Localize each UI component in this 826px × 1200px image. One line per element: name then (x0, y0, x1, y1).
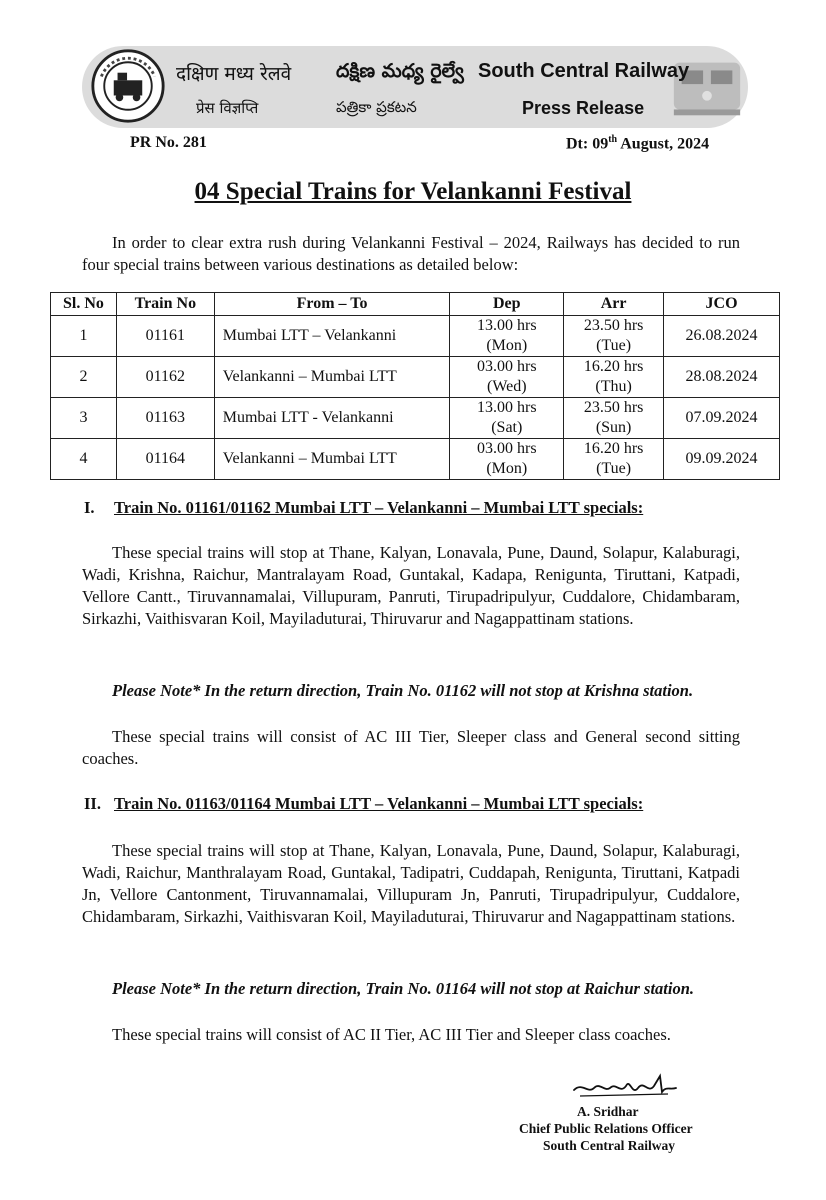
header-telugu-name: దక్షిణ మధ్య రైల్వే (336, 60, 464, 82)
signatory-designation: Chief Public Relations Officer (519, 1121, 693, 1136)
table-row (51, 398, 780, 439)
cell-jco: 07.09.2024 (664, 398, 780, 439)
page-title: 04 Special Trains for Velankanni Festival (194, 178, 632, 205)
col-header-jco: JCO (664, 293, 780, 316)
signatory-organization: South Central Railway (543, 1138, 676, 1153)
cell-train-no: 01163 (116, 398, 214, 439)
cell-arr: 23.50 hrs (Sun) (564, 398, 664, 439)
cell-sl-no: 2 (51, 357, 117, 398)
section-2-composition: These special trains will consist of AC II Tier, AC III Tier and Sleeper class coaches. (112, 1025, 671, 1044)
header-telugu-release: పత్రికా ప్రకటన (336, 98, 417, 116)
cell-route: Velankanni – Mumbai LTT (214, 357, 450, 398)
cell-train-no: 01164 (116, 439, 214, 480)
cell-sl-no: 3 (51, 398, 117, 439)
signatory-name: A. Sridhar (577, 1104, 639, 1119)
cell-route: Velankanni – Mumbai LTT (214, 439, 450, 480)
intro-paragraph: In order to clear extra rush during Velankanni Festival – 2024, Railways has decided to run four special trains between various destinations as detailed below: (82, 233, 740, 274)
section-2-stops: These special trains will stop at Thane, Kalyan, Lonavala, Pune, Daund, Solapur, Kalaburagi, Wadi, Raichur, Manthralayam Road, Guntakal, Tadipatri, Cuddapah, Renigunta, Tiruttani, Katpadi Jn, Vellore Cantonment, Tiruvannamalai, Villupuram Jn, Panruti, Tirupadripulyur, Cuddalore, Chidambaram, Sirkazhi, Vaithisvaran Koil, Mayiladuturai, Thiruvarur and Nagappattinam stations. (82, 841, 740, 926)
cell-dep: 13.00 hrs (Sat) (450, 398, 564, 439)
header-english-release: Press Release (522, 98, 645, 118)
section-2-heading: II. Train No. 01163/01164 Mumbai LTT – Velankanni – Mumbai LTT specials: (84, 794, 644, 813)
cell-jco: 28.08.2024 (664, 357, 780, 398)
col-header-sl-no: Sl. No (51, 293, 117, 316)
cell-train-no: 01162 (116, 357, 214, 398)
handwritten-signature-icon (570, 1068, 680, 1102)
cell-sl-no: 4 (51, 439, 117, 480)
cell-jco: 09.09.2024 (664, 439, 780, 480)
cell-arr: 16.20 hrs (Thu) (564, 357, 664, 398)
table-row (51, 357, 780, 398)
col-header-train-no: Train No (116, 293, 214, 316)
cell-dep: 13.00 hrs (Mon) (450, 316, 564, 357)
cell-route: Mumbai LTT - Velankanni (214, 398, 450, 439)
table-row (51, 439, 780, 480)
indian-railways-logo-icon (90, 48, 166, 124)
table-header-row (51, 293, 780, 316)
cell-route: Mumbai LTT – Velankanni (214, 316, 450, 357)
col-header-from-to: From – To (214, 293, 450, 316)
section-1-composition: These special trains will consist of AC III Tier, Sleeper class and General second sitting coaches. (82, 727, 740, 768)
section-2-note: Please Note* In the return direction, Train No. 01164 will not stop at Raichur station. (112, 979, 695, 998)
trains-table (50, 292, 780, 480)
section-1-heading: I. Train No. 01161/01162 Mumbai LTT – Velankanni – Mumbai LTT specials: (84, 498, 644, 517)
col-header-arr: Arr (564, 293, 664, 316)
table-row (51, 316, 780, 357)
cell-sl-no: 1 (51, 316, 117, 357)
cell-arr: 16.20 hrs (Tue) (564, 439, 664, 480)
pr-date: Dt: 09th August, 2024 (566, 134, 710, 153)
header-english-name: South Central Railway (478, 60, 690, 82)
cell-train-no: 01161 (116, 316, 214, 357)
cell-dep: 03.00 hrs (Wed) (450, 357, 564, 398)
cell-arr: 23.50 hrs (Tue) (564, 316, 664, 357)
pr-number: PR No. 281 (130, 134, 207, 151)
cell-dep: 03.00 hrs (Mon) (450, 439, 564, 480)
section-1-note: Please Note* In the return direction, Train No. 01162 will not stop at Krishna station. (112, 681, 694, 700)
header-hindi-name: दक्षिण मध्य रेलवे (176, 63, 292, 85)
header-hindi-release: प्रेस विज्ञप्ति (196, 99, 259, 117)
section-1-stops: These special trains will stop at Thane, Kalyan, Lonavala, Pune, Daund, Solapur, Kalaburagi, Wadi, Krishna, Raichur, Mantralayam Road, Guntakal, Kadapa, Renigunta, Tiruttani, Katpadi, Vellore Cantt., Tiruvannamalai, Villupuram, Panruti, Tirupadripulyur, Cuddalore, Chidambaram, Sirkazhi, Vaithisvaran Koil, Mayiladuturai, Thiruvarur and Nagappattinam stations. (82, 543, 740, 628)
cell-jco: 26.08.2024 (664, 316, 780, 357)
col-header-dep: Dep (450, 293, 564, 316)
